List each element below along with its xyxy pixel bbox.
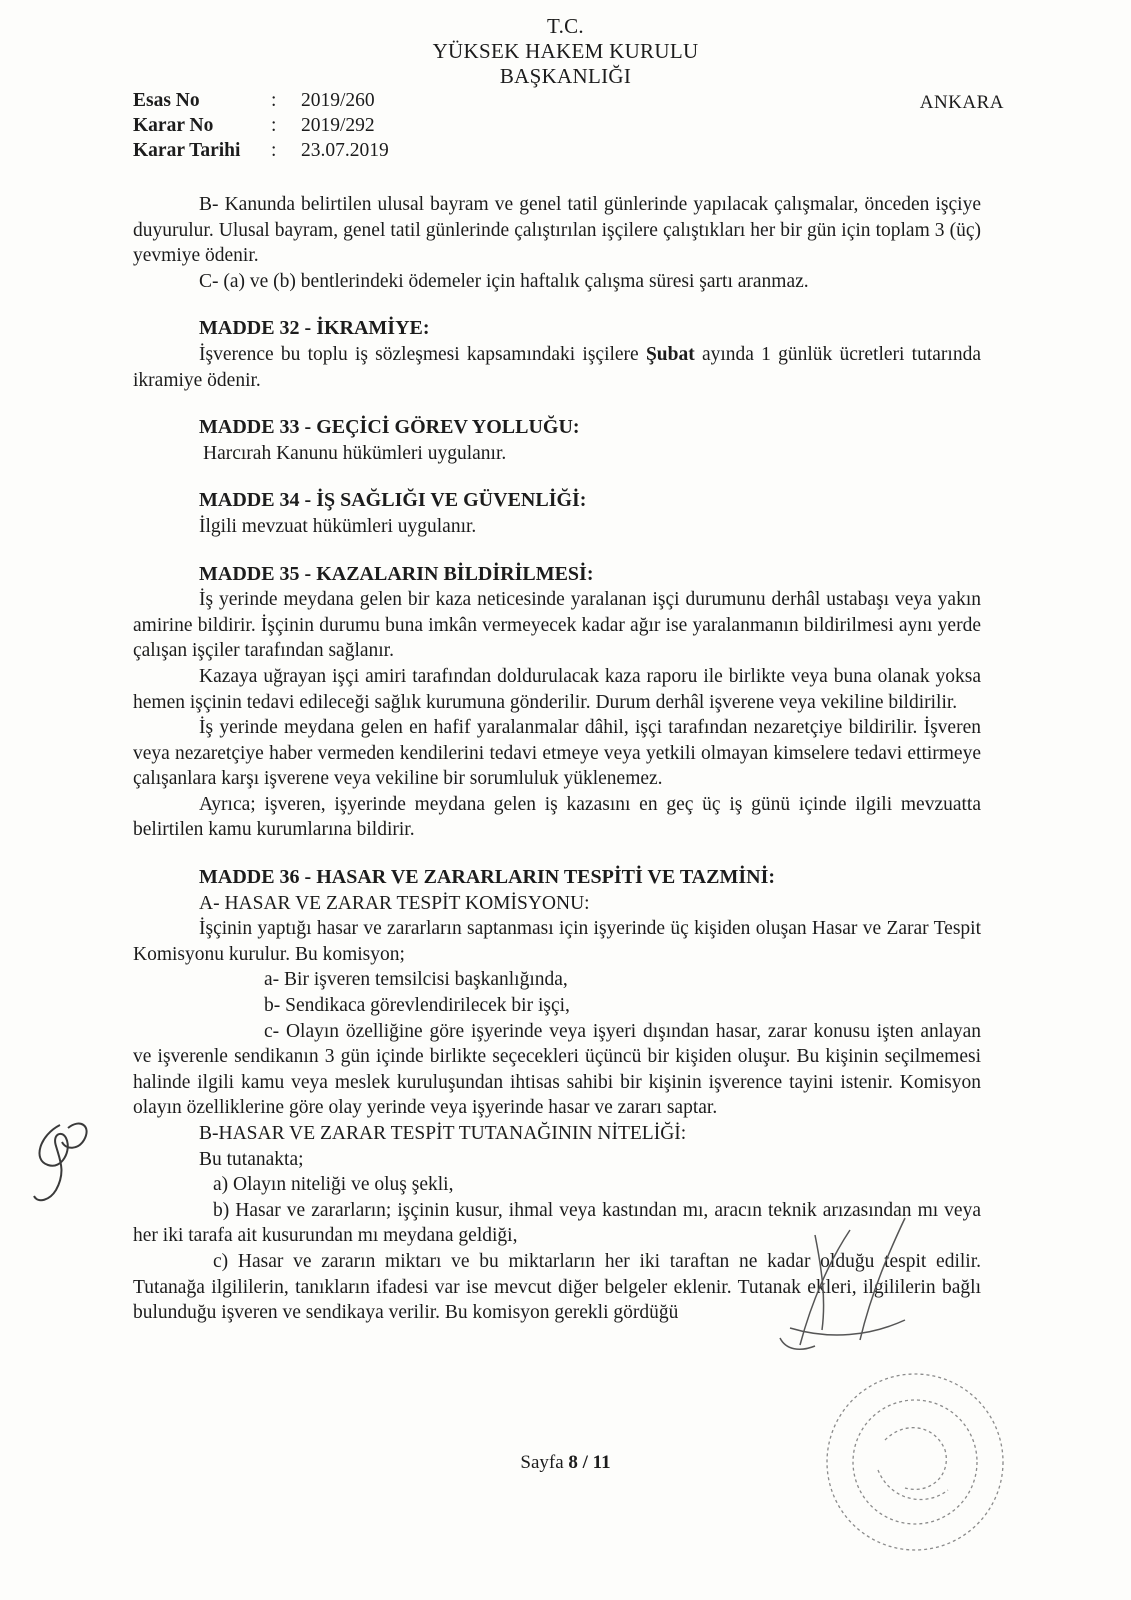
header-tc: T.C. bbox=[547, 14, 584, 38]
madde-36-a-title: A- HASAR VE ZARAR TESPİT KOMİSYONU: bbox=[199, 892, 590, 914]
madde-36-a-item-c: c- Olayın özelliğine göre işyerinde veya işyeri dışından hasar, zarar konusu işten anlayan ve işverenle sendikanın 3 gün içinde birlikte seçecekleri üçüncü bir kişiden oluşur. Bu kişinin seçilmemesi halinde ilgili kamu veya meslek kuruluşundan ihtisas sahibi bir kişinin işverence tayini istenir. Komisyon olayın özelliklerine göre olay yerinde veya işyerinde hasar ve zararı saptar. bbox=[133, 1020, 981, 1119]
madde-32-month: Şubat bbox=[645, 343, 695, 365]
meta-sep: : bbox=[271, 115, 277, 136]
madde-36-b-item-b: b) Hasar ve zararların; işçinin kusur, ihmal veya kastından mı, aracın teknik arızasından mı veya her iki tarafa ait kusurundan mı meydana geldiği, bbox=[133, 1199, 981, 1247]
madde-36-a-item-a: a- Bir işveren temsilcisi başkanlığında, bbox=[264, 969, 568, 991]
madde-36-b-item-a: a) Olayın niteliği ve oluş şekli, bbox=[213, 1174, 454, 1196]
page-number-value: 8 / 11 bbox=[568, 1452, 611, 1473]
madde-35-title: MADDE 35 - KAZALARIN BİLDİRİLMESİ: bbox=[199, 562, 594, 585]
page-number-label: Sayfa bbox=[520, 1452, 569, 1473]
madde-34-text: İlgili mevzuat hükümleri uygulanır. bbox=[199, 515, 477, 537]
meta-sep: : bbox=[271, 140, 277, 161]
madde-36-b-item-c: c) Hasar ve zararın miktarı ve bu miktarların her iki taraftan ne kadar olduğu tespit edilir. Tutanağa ilgililerin, tanıkların ifadesi var ise mevcut diğer belgeler eklenir. Tutanak ekleri, ilgililerin bağlı bulunduğu işveren ve sendikaya verilir. Bu komisyon gerekli gördüğü bbox=[133, 1250, 981, 1324]
madde-36-a-item-b: b- Sendikaca görevlendirilecek bir işçi, bbox=[264, 995, 570, 1017]
madde-36-title: MADDE 36 - HASAR VE ZARARLARIN TESPİTİ VE TAZMİNİ: bbox=[199, 866, 776, 889]
header-city: ANKARA bbox=[919, 92, 1004, 113]
signature bbox=[780, 1218, 905, 1349]
meta-label: Karar No bbox=[133, 115, 214, 136]
header-department: BAŞKANLIĞI bbox=[499, 64, 632, 88]
madde-32-title: MADDE 32 - İKRAMİYE: bbox=[199, 317, 430, 340]
meta-value: 2019/292 bbox=[301, 115, 375, 136]
paragraph-c: C- (a) ve (b) bentlerindeki ödemeler için haftalık çalışma süresi şartı aranmaz. bbox=[199, 270, 809, 292]
madde-36-b-intro: Bu tutanakta; bbox=[199, 1148, 304, 1170]
meta-label: Esas No bbox=[133, 90, 200, 111]
header-institution: YÜKSEK HAKEM KURULU bbox=[432, 39, 699, 63]
meta-sep: : bbox=[271, 90, 277, 111]
madde-33-title: MADDE 33 - GEÇİCİ GÖREV YOLLUĞU: bbox=[199, 416, 580, 439]
official-seal bbox=[827, 1374, 1003, 1550]
madde-32-text-post: ayında 1 günlük ücretleri tutarında ikramiye ödenir. bbox=[133, 343, 981, 391]
madde-35-paragraph-1: İş yerinde meydana gelen bir kaza neticesinde yaralanan işçi durumunu derhâl ustabaşı veya yakın amirine bildirir. İşçinin durumu buna imkân vermeyecek kadar ağır ise yaralanmanın bildirilmesi aynı yerde çalışan işçiler tarafından sağlanır. bbox=[133, 589, 981, 662]
madde-32-text-pre: İşverence bu toplu iş sözleşmesi kapsamındaki işçilere bbox=[199, 343, 646, 365]
madde-33-text: Harcırah Kanunu hükümleri uygulanır. bbox=[203, 442, 507, 464]
madde-36-a-paragraph: İşçinin yaptığı hasar ve zararların saptanması için işyerinde üç kişiden oluşan Hasar ve Zarar Tespit Komisyonu kurulur. Bu komisyon; bbox=[133, 918, 981, 965]
madde-35-paragraph-3: İş yerinde meydana gelen en hafif yaralanmalar dâhil, işçi tarafından nezaretçiye bildirilir. İşveren veya nezaretçiye haber vermeden kendilerini tedavi etmeye veya yetkili olmayan kimselere tedavi ettirmeye çalışanlara karşı işverene veya vekiline bir sorumluluk yüklenemez. bbox=[133, 717, 981, 790]
madde-36-b-title: B-HASAR VE ZARAR TESPİT TUTANAĞININ NİTELİĞİ: bbox=[199, 1123, 687, 1144]
paragraph-b: B- Kanunda belirtilen ulusal bayram ve genel tatil günlerinde yapılacak çalışmalar, önceden işçiye duyurulur. Ulusal bayram, genel tatil günlerinde çalıştırılan işçilere çalıştıkları her bir gün için toplam 3 (üç) yevmiye ödenir. bbox=[133, 194, 981, 267]
meta-value: 2019/260 bbox=[301, 90, 375, 111]
meta-value: 23.07.2019 bbox=[301, 140, 389, 161]
madde-35-paragraph-4: Ayrıca; işveren, işyerinde meydana gelen iş kazasını en geç üç iş günü içinde ilgili mevzuatta belirtilen kamu kurumlarına bildirir. bbox=[133, 793, 981, 841]
meta-label: Karar Tarihi bbox=[133, 140, 241, 161]
madde-34-title: MADDE 34 - İŞ SAĞLIĞI VE GÜVENLİĞİ: bbox=[199, 489, 587, 512]
madde-35-paragraph-2: Kazaya uğrayan işçi amiri tarafından doldurulacak kaza raporu ile birlikte veya buna olanak yoksa hemen işçinin tedavi edileceği sağlık kurumuna gönderilir. Durum derhâl işverene veya vekiline bildirilir. bbox=[133, 665, 981, 713]
